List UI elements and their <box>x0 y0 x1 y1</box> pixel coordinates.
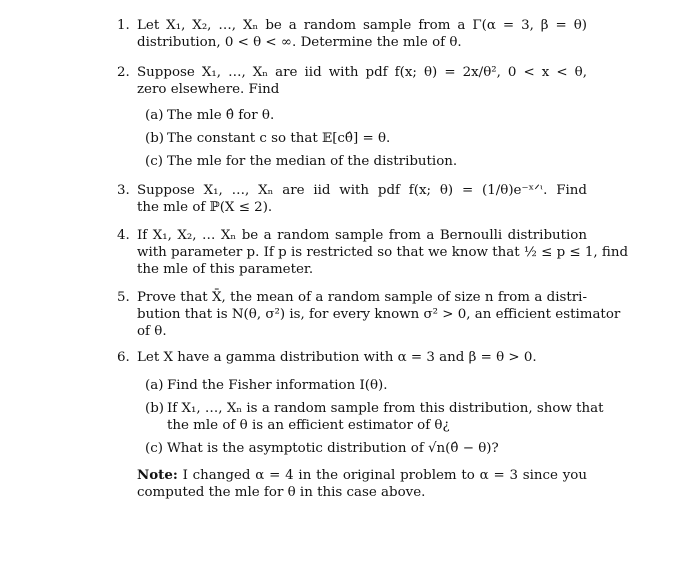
problem-2 <box>117 64 587 98</box>
problem-text-line: with parameter p. If p is restricted so that we know that ½ ≤ p ≤ 1, find <box>137 245 629 260</box>
problem-text-line: bution that is N(θ, σ²) is, for every known σ² > 0, an efficient estimator <box>137 307 621 322</box>
problem-6-part-c <box>145 440 585 457</box>
problem-text-line: Prove that X̄, the mean of a random sample of size n from a distri- <box>137 290 587 305</box>
part-text: The constant c so that 𝔼[cθ̂] = θ. <box>167 131 391 146</box>
problem-text-line: of θ. <box>137 324 167 339</box>
problem-number: 4. <box>117 228 130 243</box>
part-text: If X₁, …, Xₙ is a random sample from this distribution, show that <box>167 401 604 416</box>
problem-2-part-c <box>145 153 585 170</box>
part-text: The mle θ̂ for θ. <box>167 108 275 123</box>
part-text-continued: the mle of θ is an efficient estimator of θ¿ <box>167 418 450 433</box>
part-tag: (c) <box>145 154 163 169</box>
problem-text-line: the mle of this parameter. <box>137 262 314 277</box>
problem-text-line: Let X have a gamma distribution with α = 3 and β = θ > 0. <box>137 350 537 365</box>
part-tag: (b) <box>145 131 165 146</box>
problem-number: 3. <box>117 183 130 198</box>
note-line <box>137 467 587 484</box>
problem-4 <box>117 227 629 278</box>
problem-number: 2. <box>117 65 130 80</box>
part-tag: (a) <box>145 378 164 393</box>
problem-number: 6. <box>117 350 130 365</box>
part-text: What is the asymptotic distribution of √n(θ̂ − θ)? <box>167 441 499 456</box>
problem-2-part-b <box>145 130 585 147</box>
problem-6 <box>117 349 587 366</box>
problem-text-line: If X₁, X₂, … Xₙ be a random sample from a Bernoulli distribution <box>137 228 587 243</box>
part-text: Find the Fisher information I(θ). <box>167 378 388 393</box>
problem-6-part-b <box>145 400 604 434</box>
note-block <box>137 467 587 501</box>
problem-number: 1. <box>117 18 130 33</box>
problem-2-part-a <box>145 107 585 124</box>
note-text: I changed α = 4 in the original problem to α = 3 since you <box>177 468 587 483</box>
problem-text-line: Suppose X₁, …, Xₙ are iid with pdf f(x; θ) = 2x/θ², 0 < x < θ, <box>137 65 587 80</box>
problem-number: 5. <box>117 290 130 305</box>
problem-text-line: Let X₁, X₂, …, Xₙ be a random sample from a Γ(α = 3, β = θ) <box>137 18 587 33</box>
problem-text-line: zero elsewhere. Find <box>137 82 280 97</box>
part-tag: (a) <box>145 108 164 123</box>
problem-6-part-a <box>145 377 585 394</box>
problem-text-line: Suppose X₁, …, Xₙ are iid with pdf f(x; θ) = (1/θ)e⁻ˣᐟᶥ. Find <box>137 183 587 198</box>
problem-text-line: distribution, 0 < θ < ∞. Determine the mle of θ. <box>137 35 462 50</box>
problem-5 <box>117 289 621 340</box>
problem-1 <box>117 17 587 51</box>
note-line: computed the mle for θ in this case above. <box>137 485 426 500</box>
problem-3 <box>117 182 587 216</box>
problem-text-line: the mle of ℙ(X ≤ 2). <box>137 200 273 215</box>
note-label: Note: <box>137 467 178 483</box>
part-text: The mle for the median of the distribution. <box>167 154 458 169</box>
part-tag: (c) <box>145 441 163 456</box>
part-tag: (b) <box>145 401 165 416</box>
